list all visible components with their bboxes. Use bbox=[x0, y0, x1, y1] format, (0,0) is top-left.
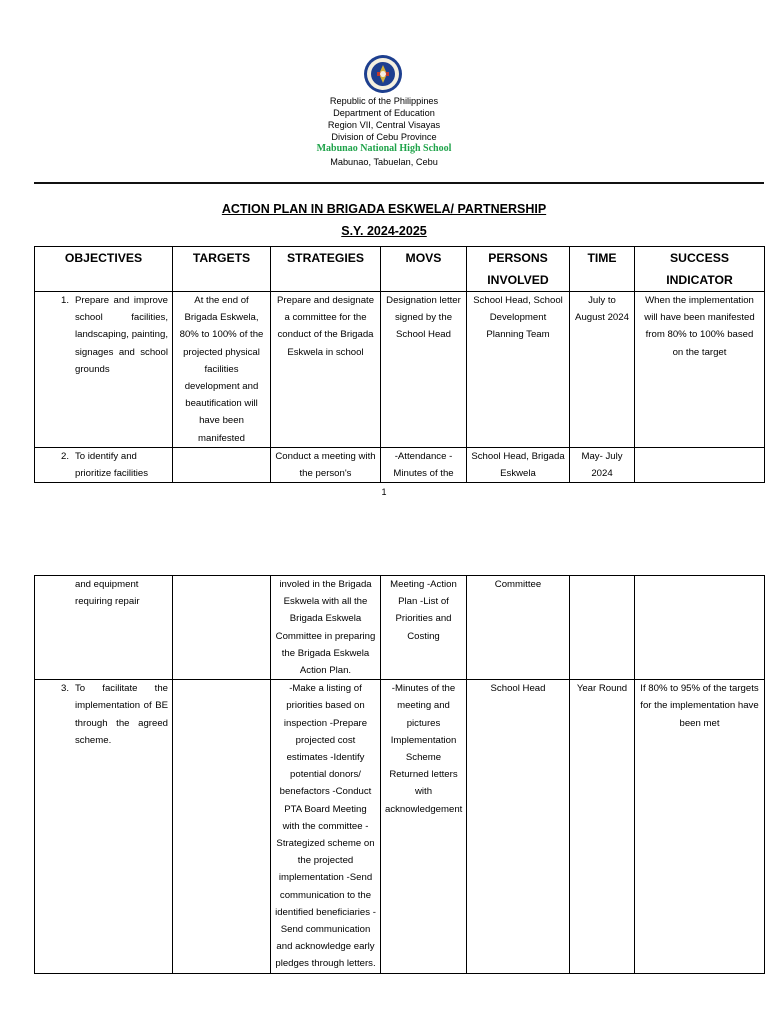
objective-text: To identify and prioritize facilities bbox=[75, 450, 149, 480]
action-plan-table-page1 bbox=[34, 246, 765, 483]
persons-cell: School Head bbox=[467, 680, 570, 973]
school-address: Mabunao, Tabuelan, Cebu bbox=[330, 157, 438, 167]
table-row bbox=[35, 292, 765, 448]
mov-cell: Meeting -Action Plan -List of Priorities and Costing bbox=[381, 576, 467, 680]
col-header-movs: MOVS bbox=[381, 247, 467, 292]
row-number bbox=[39, 576, 75, 610]
strategy-cell: -Make a listing of priorities based on inspection -Prepare projected cost estimates -Identify potential donors/ benefactors -Conduct PTA Board Meeting with the committee -Strategized scheme on the projected implementation -Send communication to the identified beneficiaries -Send communication and acknowledge early pledges through letters. bbox=[271, 680, 381, 973]
col-header-persons: PERSONS INVOLVED bbox=[467, 247, 570, 292]
strategy-cell: Prepare and designate a committee for the conduct of the Brigada Eskwela in school bbox=[271, 292, 381, 448]
mov-cell: -Attendance - Minutes of the bbox=[381, 447, 467, 482]
deped-seal-icon bbox=[354, 54, 412, 94]
col-header-strategies: STRATEGIES bbox=[271, 247, 381, 292]
persons-cell: School Head, School Development Planning Team bbox=[467, 292, 570, 448]
page-number: 1 bbox=[381, 487, 387, 497]
header-republic: Republic of the Philippines bbox=[329, 96, 439, 106]
col-header-indicator: SUCCESS INDICATOR bbox=[635, 247, 765, 292]
strategy-cell: involed in the Brigada Eskwela with all the Brigada Eskwela Committee in preparing the Brigada Eskwela Action Plan. bbox=[271, 576, 381, 680]
objective-cell bbox=[35, 292, 173, 448]
row-number: 3. bbox=[60, 683, 69, 695]
persons-cell: School Head, Brigada Eskwela bbox=[467, 447, 570, 482]
time-cell: Year Round bbox=[570, 680, 635, 973]
row-number: 2. bbox=[60, 450, 69, 462]
mov-cell: -Minutes of the meeting and pictures Implementation Scheme Returned letters with acknowledgement bbox=[381, 680, 467, 973]
time-cell: July to August 2024 bbox=[570, 292, 635, 448]
time-cell bbox=[570, 576, 635, 680]
indicator-cell bbox=[635, 576, 765, 680]
target-cell bbox=[173, 447, 271, 482]
header-divider bbox=[34, 182, 764, 184]
indicator-cell: When the implementation will have been manifested from 80% to 100% based on the target bbox=[635, 292, 765, 448]
col-header-time: TIME bbox=[570, 247, 635, 292]
school-year: S.Y. 2024-2025 bbox=[341, 224, 427, 238]
mov-cell: Designation letter signed by the School Head bbox=[381, 292, 467, 448]
school-name: Mabunao National High School bbox=[316, 143, 452, 154]
target-cell: At the end of Brigada Eskwela, 80% to 100% of the projected physical facilities development and beautification will have been manifested bbox=[173, 292, 271, 448]
header-region: Region VII, Central Visayas bbox=[327, 120, 441, 130]
table-row bbox=[35, 447, 765, 482]
table-row bbox=[35, 576, 765, 680]
target-cell bbox=[173, 680, 271, 973]
header-department: Department of Education bbox=[333, 108, 435, 118]
objective-text: Prepare and improve school facilities, landscaping, painting, signages and school grounds bbox=[75, 295, 168, 375]
table-header-row bbox=[35, 247, 765, 292]
action-plan-table-page2 bbox=[34, 575, 765, 974]
document-title: ACTION PLAN IN BRIGADA ESKWELA/ PARTNERSHIP bbox=[221, 202, 547, 216]
objective-text: To facilitate the implementation of BE through the agreed scheme. bbox=[75, 683, 168, 746]
persons-cell: Committee bbox=[467, 576, 570, 680]
objective-text: and equipment requiring repair bbox=[75, 579, 140, 608]
row-number: 1. bbox=[60, 295, 69, 306]
col-header-objectives: OBJECTIVES bbox=[35, 247, 173, 292]
objective-cell bbox=[35, 447, 173, 482]
header-division: Division of Cebu Province bbox=[331, 132, 437, 142]
col-header-targets: TARGETS bbox=[173, 247, 271, 292]
indicator-cell bbox=[635, 447, 765, 482]
strategy-cell: Conduct a meeting with the person's bbox=[271, 447, 381, 482]
time-cell: May- July 2024 bbox=[570, 447, 635, 482]
objective-cell bbox=[35, 680, 173, 973]
table-row bbox=[35, 680, 765, 973]
target-cell bbox=[173, 576, 271, 680]
objective-cell bbox=[35, 576, 173, 680]
indicator-cell: If 80% to 95% of the targets for the implementation have been met bbox=[635, 680, 765, 973]
